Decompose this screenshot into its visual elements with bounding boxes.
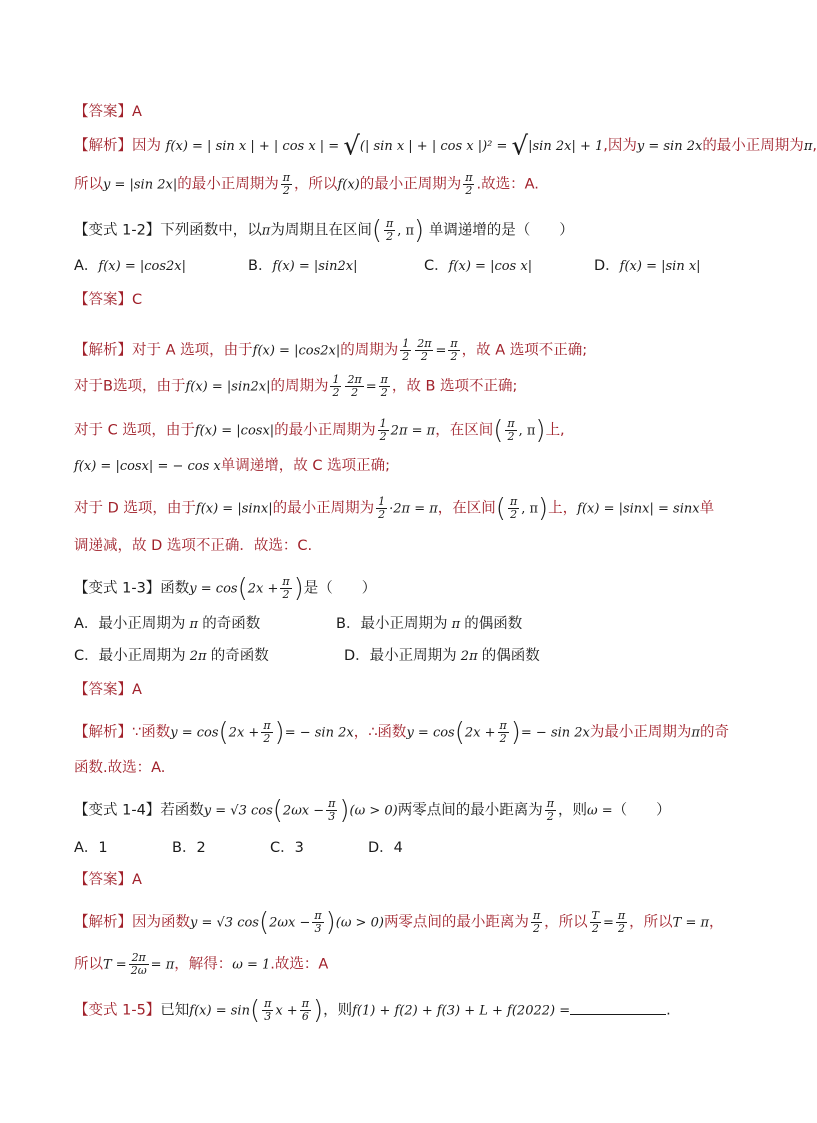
text: 的周期为	[270, 378, 329, 395]
text: 的最小正周期为	[274, 422, 376, 439]
solution-1-2-d: 对于 D 选项，由于f(x) = |sinx|的最小正周期为 $\frac{1}{2}$ ·2π = π，在区间( $\frac{\pi}{2}$ , π)上，f(x) = |sinx| = sinx单	[74, 493, 715, 524]
answer-line-1-3	[74, 680, 734, 700]
solution-1-4-line-1: 【解析】因为函数y = √3 cos(2ωx − $\frac{\pi}{3}$ )(ω > 0)两零点间的最小距离为 $\frac{\pi}{2}$ ，所以 $\frac{T}{2}$ = $\frac{\pi}{2}$ ，所以T = π，	[74, 907, 724, 938]
solution-1-2-c2: f(x) = |cosx| = − cos x单调递增，故 C 选项正确;	[74, 458, 390, 474]
text: ，所以	[293, 176, 338, 193]
solution-1-line-2	[74, 172, 734, 197]
math-pi: π	[261, 223, 271, 239]
answer-line-1-2	[74, 290, 734, 310]
text: （ ）	[612, 802, 671, 819]
math-expr: f(x) = | sin x | + | cos x | = √(| sin x | + | cos x |)² = √|sin 2x| + 1	[165, 131, 604, 162]
text: ，所以	[629, 914, 673, 931]
answer-value: C	[132, 292, 143, 308]
solution-1-3-line-1: 【解析】∵函数y = cos(2x + $\frac{\pi}{2}$ )= − sin 2x，∴函数y = cos(2x + $\frac{\pi}{2}$ )= − sin 2x为最小正周期为π的奇	[74, 717, 729, 748]
math-expr: y = sin 2x	[636, 139, 703, 154]
text: 下列函数中，以	[160, 222, 262, 239]
solution-tag: 【解析】	[74, 914, 132, 931]
text: 的最小正周期为	[177, 176, 279, 193]
text: 两零点间的最小距离为	[397, 802, 543, 819]
answer-line-1	[74, 102, 734, 122]
answer-value: A	[132, 872, 142, 888]
text: ，	[709, 914, 724, 931]
math-expr: f(x)	[337, 177, 360, 193]
text: ，则	[323, 1002, 353, 1019]
question-1-5: 【变式 1-5】已知f(x) = sin( $\frac{\pi}{3}$ x + $\frac{\pi}{6}$ )，则f(1) + f(2) + f(3) + L + f(2022) = .	[74, 995, 671, 1026]
text: 是（ ）	[303, 580, 377, 597]
text: 单调递增，故 C 选项正确;	[220, 458, 390, 474]
text: 所以	[74, 176, 103, 193]
text: ，故 A 选项不正确;	[461, 342, 588, 359]
text: 对于 C 选项，由于	[74, 422, 195, 439]
option-c[interactable]: C．3	[270, 840, 304, 856]
solution-1-2-c: 对于 C 选项，由于f(x) = |cosx|的最小正周期为 $\frac{1}{2}$ 2π = π，在区间( $\frac{\pi}{2}$ , π)上,	[74, 415, 565, 446]
text: 的最小正周期为	[702, 138, 804, 154]
answer-tag: 【答案】	[74, 292, 132, 308]
math-pi: π	[803, 139, 813, 154]
solution-1-3-line-2	[74, 758, 734, 778]
text: 对于 D 选项，由于	[74, 500, 196, 517]
text: ，解得：	[174, 956, 233, 973]
text: ，在区间	[435, 422, 494, 439]
solution-1-2-d2	[74, 536, 734, 556]
text: ，所以	[544, 914, 588, 931]
math-expr: y = |sin 2x|	[103, 177, 178, 193]
option-d[interactable]: D．f(x) = |sin x|	[594, 258, 701, 274]
text: ,	[812, 138, 817, 154]
text: 调递减，故 D 选项不正确．故选：C.	[74, 538, 313, 554]
option-c[interactable]: C．f(x) = |cos x|	[424, 258, 533, 274]
option-c[interactable]: C．最小正周期为 2π 的奇函数	[74, 648, 269, 664]
text: 因为	[132, 138, 161, 154]
option-b[interactable]: B．f(x) = |sin2x|	[248, 258, 358, 274]
question-1-4: 【变式 1-4】若函数y = √3 cos(2ωx − $\frac{\pi}{3}$ )(ω > 0)两零点间的最小距离为 $\frac{\pi}{2}$ ，则ω =（ ）	[74, 795, 671, 826]
option-a[interactable]: A．f(x) = |cos2x|	[74, 258, 187, 274]
answer-tag: 【答案】	[74, 104, 132, 120]
answer-tag: 【答案】	[74, 872, 132, 888]
text: ，∴函数	[353, 724, 407, 741]
text: .故选：A.	[476, 176, 539, 193]
solution-1-4-line-2: 所以T = $\frac{2\pi}{2\omega}$ = π，解得：ω = 1.故选：A	[74, 951, 329, 977]
fraction: $\frac{\pi}{2}$	[386, 217, 394, 243]
option-b[interactable]: B．最小正周期为 π 的偶函数	[336, 616, 523, 632]
solution-1-2-b: 对于B选项，由于f(x) = |sin2x|的周期为 $\frac{1}{2}$ $\frac{2\pi}{2}$ = $\frac{\pi}{2}$ ，故 B 选项不正确;	[74, 373, 518, 399]
text: 的周期为	[340, 342, 399, 359]
text: ，故 B 选项不正确;	[391, 378, 518, 395]
text: 若函数	[160, 802, 204, 819]
text: .故选：A	[270, 956, 329, 973]
text: ，在区间	[437, 500, 496, 517]
question-1-3: 【变式 1-3】函数y = cos(2x + $\frac{\pi}{2}$ )是（ ）	[74, 573, 377, 604]
text: 函数	[160, 580, 190, 597]
text: 对于B选项，由于	[74, 378, 186, 395]
text: 上,	[545, 422, 565, 439]
answer-line-1-4	[74, 870, 734, 890]
text: .	[666, 1002, 671, 1019]
text: ，则	[557, 802, 587, 819]
option-b[interactable]: B．2	[172, 840, 206, 856]
question-1-2: 【变式 1-2】下列函数中，以π为周期且在区间( $\frac{\pi}{2}$ , π) 单调递增的是（ ）	[74, 215, 574, 246]
answer-value: A	[132, 682, 142, 698]
text: 为周期且在区间	[270, 222, 372, 239]
text: 对于 A 选项，由于	[132, 342, 253, 359]
solution-tag: 【解析】	[74, 342, 132, 359]
text: 的最小正周期为	[359, 176, 462, 193]
text: 为最小正周期为	[589, 724, 692, 741]
text: 函数.故选：A.	[74, 760, 166, 776]
solution-tag: 【解析】	[74, 138, 132, 154]
text: 单调递增的是（ ）	[428, 222, 574, 239]
text: 的奇	[699, 724, 729, 741]
text: 单	[699, 500, 715, 517]
answer-blank[interactable]	[570, 1000, 666, 1015]
option-d[interactable]: D．4	[368, 840, 403, 856]
text: 两零点间的最小距离为	[383, 914, 529, 931]
option-a[interactable]: A．最小正周期为 π 的奇函数	[74, 616, 261, 632]
text: 上，	[548, 500, 578, 517]
fraction: $\frac{\pi}{2}$	[465, 171, 473, 197]
question-tag: 【变式 1-5】	[74, 1002, 161, 1019]
answer-tag: 【答案】	[74, 682, 132, 698]
question-tag: 【变式 1-2】	[74, 222, 161, 239]
solution-1-line-1	[74, 131, 817, 162]
text: ∵函数	[132, 724, 171, 741]
text: 的最小正周期为	[272, 500, 375, 517]
solution-tag: 【解析】	[74, 724, 132, 741]
question-tag: 【变式 1-3】	[74, 580, 161, 597]
solution-1-2-a: 【解析】对于 A 选项，由于f(x) = |cos2x|的周期为 $\frac{1}{2}$ $\frac{2\pi}{2}$ = $\frac{\pi}{2}$ ，故 A 选项不正确;	[74, 337, 588, 363]
question-tag: 【变式 1-4】	[74, 802, 161, 819]
answer-value: A	[132, 104, 142, 120]
option-a[interactable]: A．1	[74, 840, 108, 856]
text: ,因为	[603, 138, 637, 154]
text: 因为函数	[132, 914, 190, 931]
option-d[interactable]: D．最小正周期为 2π 的偶函数	[344, 648, 540, 664]
fraction: $\frac{\pi}{2}$	[282, 171, 290, 197]
text: 所以	[74, 956, 103, 973]
text: 已知	[160, 1002, 190, 1019]
